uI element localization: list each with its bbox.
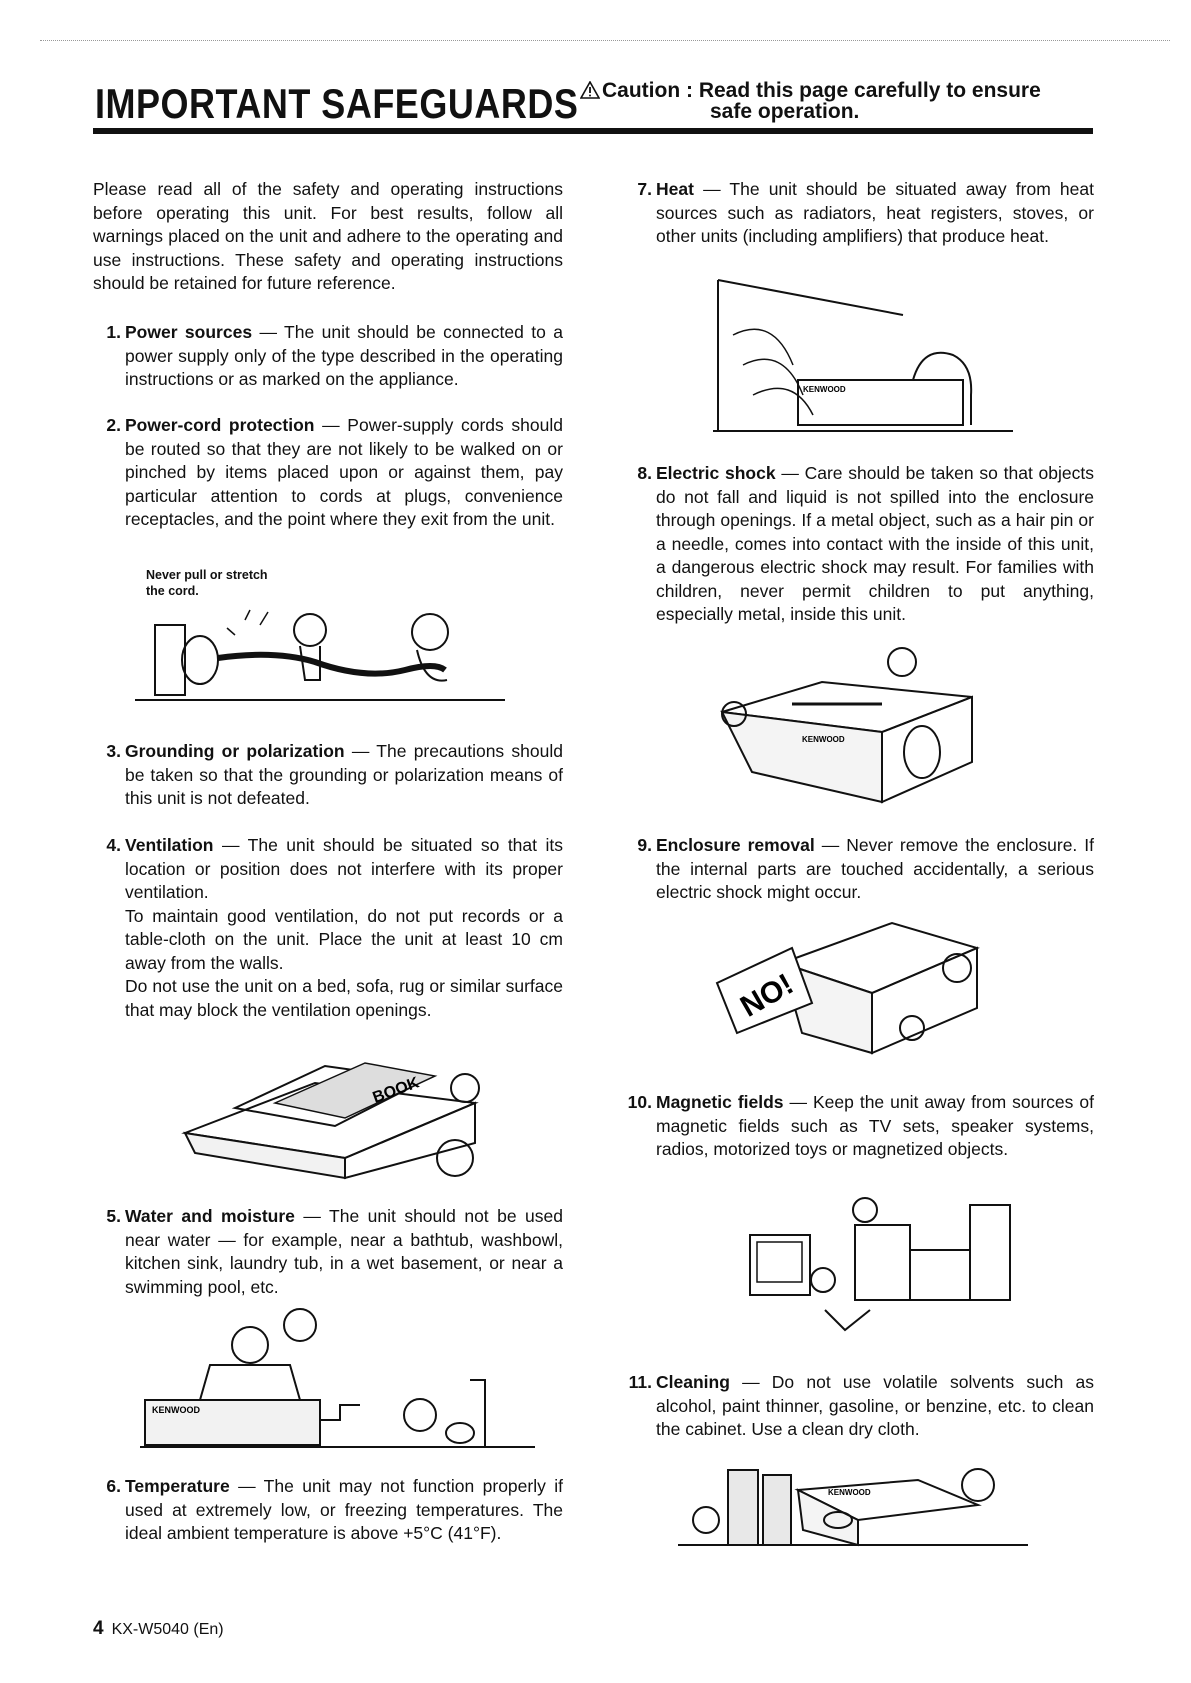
brand-label: KENWOOD: [828, 1488, 871, 1497]
illustration-heat: [713, 275, 1013, 435]
item-number: 1.: [106, 322, 121, 342]
item-text: — Power-supply cords should be routed so that they are not likely to be walked on or pinched by items placed upon or against them, pay particular attention to cords at plugs, convenience receptacles, and the point where they exit from the unit.: [125, 415, 563, 529]
cord-caption-line-2: the cord.: [146, 584, 199, 598]
item-number: 10.: [627, 1092, 652, 1112]
no-sign: NO!: [734, 967, 800, 1024]
item-text-extra-1: To maintain good ventilation, do not put records or a table-cloth on the unit. Place the unit at least 10 cm away from the walls.: [125, 905, 563, 973]
item-number: 5.: [106, 1206, 121, 1226]
item-number: 6.: [106, 1476, 121, 1496]
item-number: 4.: [106, 835, 121, 855]
item-number: 8.: [637, 463, 652, 483]
item-heading: Cleaning: [656, 1372, 730, 1392]
illustration-magnetic-fields: [745, 1195, 1020, 1335]
top-dotted-line: [40, 40, 1170, 41]
item-number: 9.: [637, 835, 652, 855]
item-heading: Magnetic fields: [656, 1092, 784, 1112]
brand-label: KENWOOD: [802, 735, 845, 744]
safeguard-item-heat: [624, 178, 1094, 249]
item-text: — Keep the unit away from sources of magnetic fields such as TV sets, speaker systems, radios, motorized toys or magnetized objects.: [656, 1092, 1094, 1159]
caution-notice: [580, 80, 1100, 122]
caution-line-2: safe operation.: [710, 100, 860, 123]
item-heading: Water and moisture: [125, 1206, 295, 1226]
safeguard-item-magnetic-fields: [613, 1091, 1094, 1162]
item-number: 3.: [106, 741, 121, 761]
item-number: 2.: [106, 415, 121, 435]
item-text: — The unit should be situated so that its location or position does not interfere with its proper ventilation.: [125, 835, 563, 902]
cord-caption: [146, 567, 268, 599]
item-text-extra-2: Do not use the unit on a bed, sofa, rug or similar surface that may block the ventilation openings.: [125, 976, 563, 1020]
page-number: 4: [93, 1618, 104, 1639]
safeguard-item-water: [93, 1205, 563, 1299]
illustration-electric-shock: [712, 642, 982, 807]
illustration-books-on-unit: [175, 1048, 495, 1183]
safeguard-item-grounding: [93, 740, 563, 811]
item-text: — Do not use volatile solvents such as alcohol, paint thinner, gasoline, or benzine, etc. to clean the cabinet. Use a clean dry cloth.: [656, 1372, 1094, 1439]
item-heading: Temperature: [125, 1476, 230, 1496]
illustration-cleaning: [678, 1450, 1028, 1560]
safeguard-item-ventilation: [93, 834, 563, 1022]
safeguard-item-power-sources: [93, 321, 563, 392]
item-text: — The unit should be situated away from heat sources such as radiators, heat registers, stoves, or other units (including amplifiers) that produce heat.: [656, 179, 1094, 246]
caution-line-1: Caution : Read this page carefully to ensure: [602, 79, 1041, 102]
item-text: — The precautions should be taken so that the grounding or polarization means of this unit is not defeated.: [125, 741, 563, 808]
item-heading: Ventilation: [125, 835, 214, 855]
item-heading: Heat: [656, 179, 694, 199]
book-label: BOOK: [370, 1074, 422, 1107]
item-heading: Power sources: [125, 322, 253, 342]
safeguard-item-electric-shock: [624, 462, 1094, 627]
page-title: IMPORTANT SAFEGUARDS: [95, 80, 579, 128]
safeguard-item-enclosure: [624, 834, 1094, 905]
item-text: — Care should be taken so that objects do not fall and liquid is not spilled into the enclosure through openings. If a metal object, such as a hair pin or a needle, comes into contact with the inside of this unit, a dangerous electric shock may result. For families with children, never permit children to put anything, especially metal, inside this unit.: [656, 463, 1095, 624]
item-text: — Never remove the enclosure. If the internal parts are touched accidentally, a serious electric shock might occur.: [656, 835, 1094, 902]
intro-paragraph: Please read all of the safety and operating instructions before operating this unit. For best results, follow all warnings placed on the unit and adhere to the operating and use instructions. These safety and operating instructions should be retained for future reference.: [93, 179, 563, 293]
safeguard-item-power-cord: [93, 414, 563, 532]
header-rule: [93, 128, 1093, 134]
item-number: 7.: [637, 179, 652, 199]
brand-label: KENWOOD: [152, 1405, 200, 1415]
safeguard-item-temperature: [93, 1475, 563, 1546]
illustration-cord-pulling: [135, 600, 505, 705]
model-number: KX-W5040 (En): [111, 1621, 224, 1638]
item-heading: Grounding or polarization: [125, 741, 345, 761]
item-text: — The unit may not function properly if used at extremely low, or freezing temperatures. The ideal ambient temperature is above +5°C (41°F).: [125, 1476, 563, 1543]
warning-triangle-icon: [580, 81, 600, 99]
brand-label: KENWOOD: [803, 385, 846, 394]
item-heading: Electric shock: [656, 463, 776, 483]
item-heading: Enclosure removal: [656, 835, 815, 855]
cord-caption-line-1: Never pull or stretch: [146, 568, 268, 582]
item-text: — The unit should be connected to a power supply only of the type described in the operating instructions or as marked on the appliance.: [125, 322, 563, 389]
illustration-water: [140, 1305, 535, 1450]
safeguard-item-cleaning: [613, 1371, 1094, 1442]
item-heading: Power-cord protection: [125, 415, 315, 435]
page-footer: [93, 1618, 224, 1640]
item-text: — The unit should not be used near water — for example, near a bathtub, washbowl, kitchen sink, laundry tub, in a wet basement, or near a swimming pool, etc.: [125, 1206, 564, 1297]
illustration-enclosure: [712, 908, 987, 1058]
item-number: 11.: [628, 1372, 652, 1392]
